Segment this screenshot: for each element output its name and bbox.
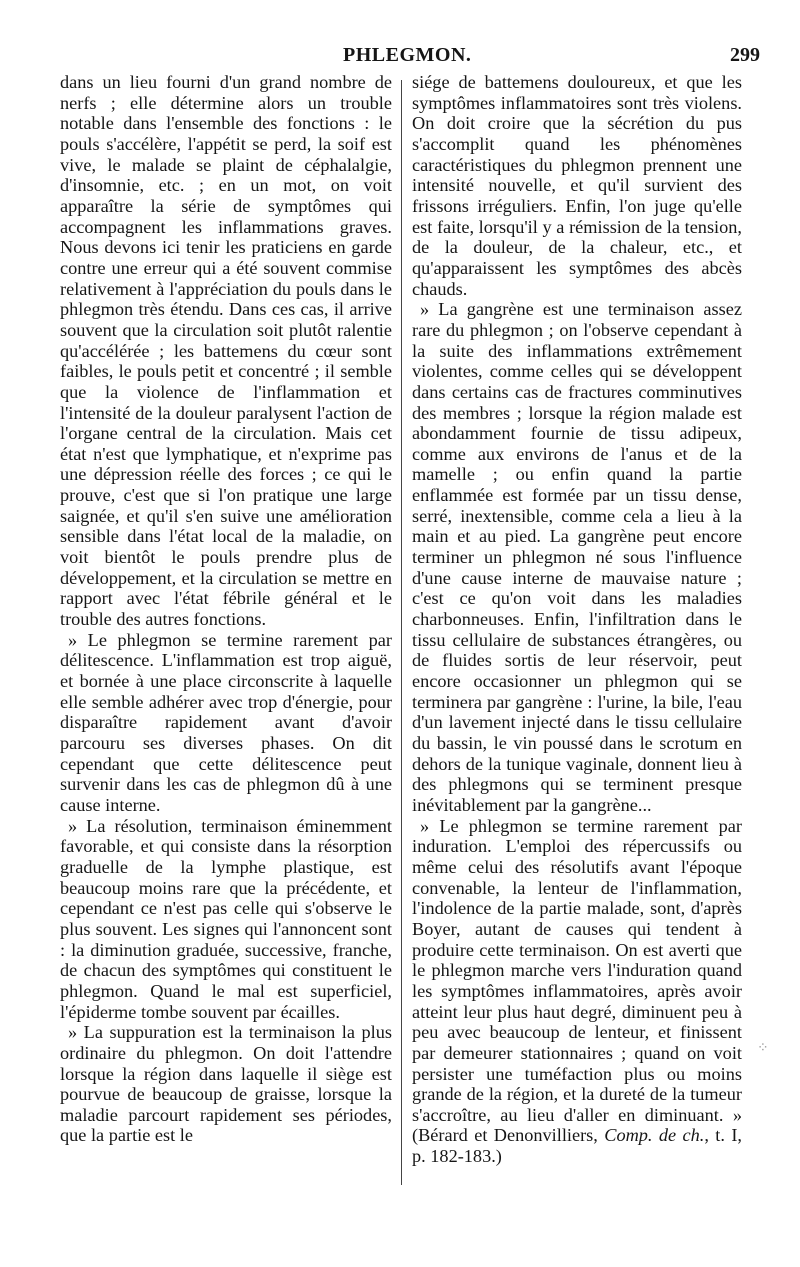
right-column [412,72,742,1167]
column-divider [401,80,402,1185]
paragraph: » Le phlegmon se termine rarement par délitescence. L'inflammation est trop aiguë, et bornée à une place circonscrite à laquelle elle semble adhérer avec trop d'énergie, pour disparaître rapidement avant d'avoir parcouru ses diverses phases. On dit cependant que cette délitescence peut survenir dans les cas de phlegmon dû à une cause interne. [60,629,392,815]
paragraph: siége de battemens douloureux, et que les symptômes inflammatoires sont très violens. On doit croire que la sécrétion du pus s'accomplit quand les phénomènes caractéristiques du phlegmon prennent une intensité nouvelle, et qu'il survient des frissons irréguliers. Enfin, l'on juge qu'elle est faite, lorsqu'il y a rémission de la tension, de la douleur, de la chaleur, etc., et qu'apparaissent les symptômes des abcès chauds. [412,72,742,299]
paragraph: dans un lieu fourni d'un grand nombre de nerfs ; elle détermine alors un trouble notable dans l'ensemble des fonctions : le pouls s'accélère, l'appétit se perd, la soif est vive, le malade se plaint de céphalalgie, d'insomnie, etc. ; en un mot, on voit apparaître la série de symptômes qui accompagnent les inflammations graves. Nous devons ici tenir les praticiens en garde contre une erreur qui a été souvent commise relativement à l'appréciation du pouls dans le phlegmon très étendu. Dans ces cas, il arrive souvent que la circulation soit plutôt ralentie qu'accélérée ; les battemens du cœur sont faibles, le pouls petit et concentré ; il semble que la violence de l'inflammation et l'intensité de la douleur paralysent l'action de l'organe central de la circulation. Mais cet état n'est que lymphatique, et n'exprime pas une dépression réelle des forces ; ce qui le prouve, c'est que si l'on pratique une large saignée, et qu'il s'en suive une amélioration sensible dans l'état local de la maladie, on voit bientôt le pouls prendre plus de développement, et la circulation se mettre en rapport avec l'état fébrile général et le trouble des autres fonctions. [60,72,392,630]
paragraph [412,816,742,1167]
citation-title: Comp. de ch. [604,1125,705,1146]
paragraph-text: » Le phlegmon se termine rarement par induration. L'emploi des répercussifs ou même celui des résolutifs avant l'époque convenable, la lenteur de l'inflammation, l'indolence de la partie malade, sont, d'après Boyer, autant de causes qui tendent à produire cette terminaison. On est averti que le phlegmon marche vers l'induration quand les symptômes inflammatoires, après avoir atteint leur plus haut degré, diminuent peu à peu avec beaucoup de lenteur, et finissent par demeurer stationnaires ; quand on voit persister une tuméfaction plus ou moins grande de la région, et la dureté de la tumeur s'accroître, au lieu d'aller en diminuant. » (Bérard et Denonvilliers, [412,815,742,1146]
paragraph: » La gangrène est une terminaison assez rare du phlegmon ; on l'observe cependant à la suite des inflammations extrêmement violentes, comme celles qui se développent dans certains cas de fractures comminutives des membres ; lorsque la région malade est abondamment fournie de tissu adipeux, comme aux environs de l'anus et de la mamelle ; ou enfin quand la partie enflammée est formée par un tissu dense, serré, inextensible, comme cela a lieu à la main et au pied. La gangrène peut encore terminer un phlegmon né sous l'influence d'une cause interne de mauvaise nature ; c'est ce qu'on voit dans les maladies charbonneuses. Enfin, l'infiltration dans le tissu cellulaire de substances étrangères, ou de fluides sortis de leur réservoir, peut encore occasionner un phlegmon qui se terminera par gangrène : l'urine, la bile, l'eau d'un lavement injecté dans le tissu cellulaire du bassin, le vin poussé dans le scrotum en dehors de la tunique vaginale, donnent lieu à des phlegmons qui se terminent presque inévitablement par la gangrène... [412,299,742,815]
running-title: PHLEGMON. [343,44,472,66]
ink-speck-icon: ⁘ [757,1041,769,1056]
page-header [0,44,800,74]
left-column [60,72,392,1146]
paragraph: » La suppuration est la terminaison la plus ordinaire du phlegmon. On doit l'attendre lorsque la région dans laquelle il siège est pourvue de beaucoup de graisse, lorsque la maladie parcourt rapidement ses périodes, que la partie est le [60,1022,392,1146]
citation-reference: , t. I, p. 182-183.) [412,1125,742,1167]
paragraph: » La résolution, terminaison éminemment favorable, et qui consiste dans la résorption graduelle de la lymphe plastique, est beaucoup moins rare que la précédente, et cependant ce n'est pas celle qui s'observe le plus souvent. Les signes qui l'annoncent sont : la diminution graduée, successive, franche, de chacun des symptômes qui constituent le phlegmon. Quand le mal est superficiel, l'épiderme tombe souvent par écailles. [60,815,392,1022]
page-number: 299 [730,44,760,66]
